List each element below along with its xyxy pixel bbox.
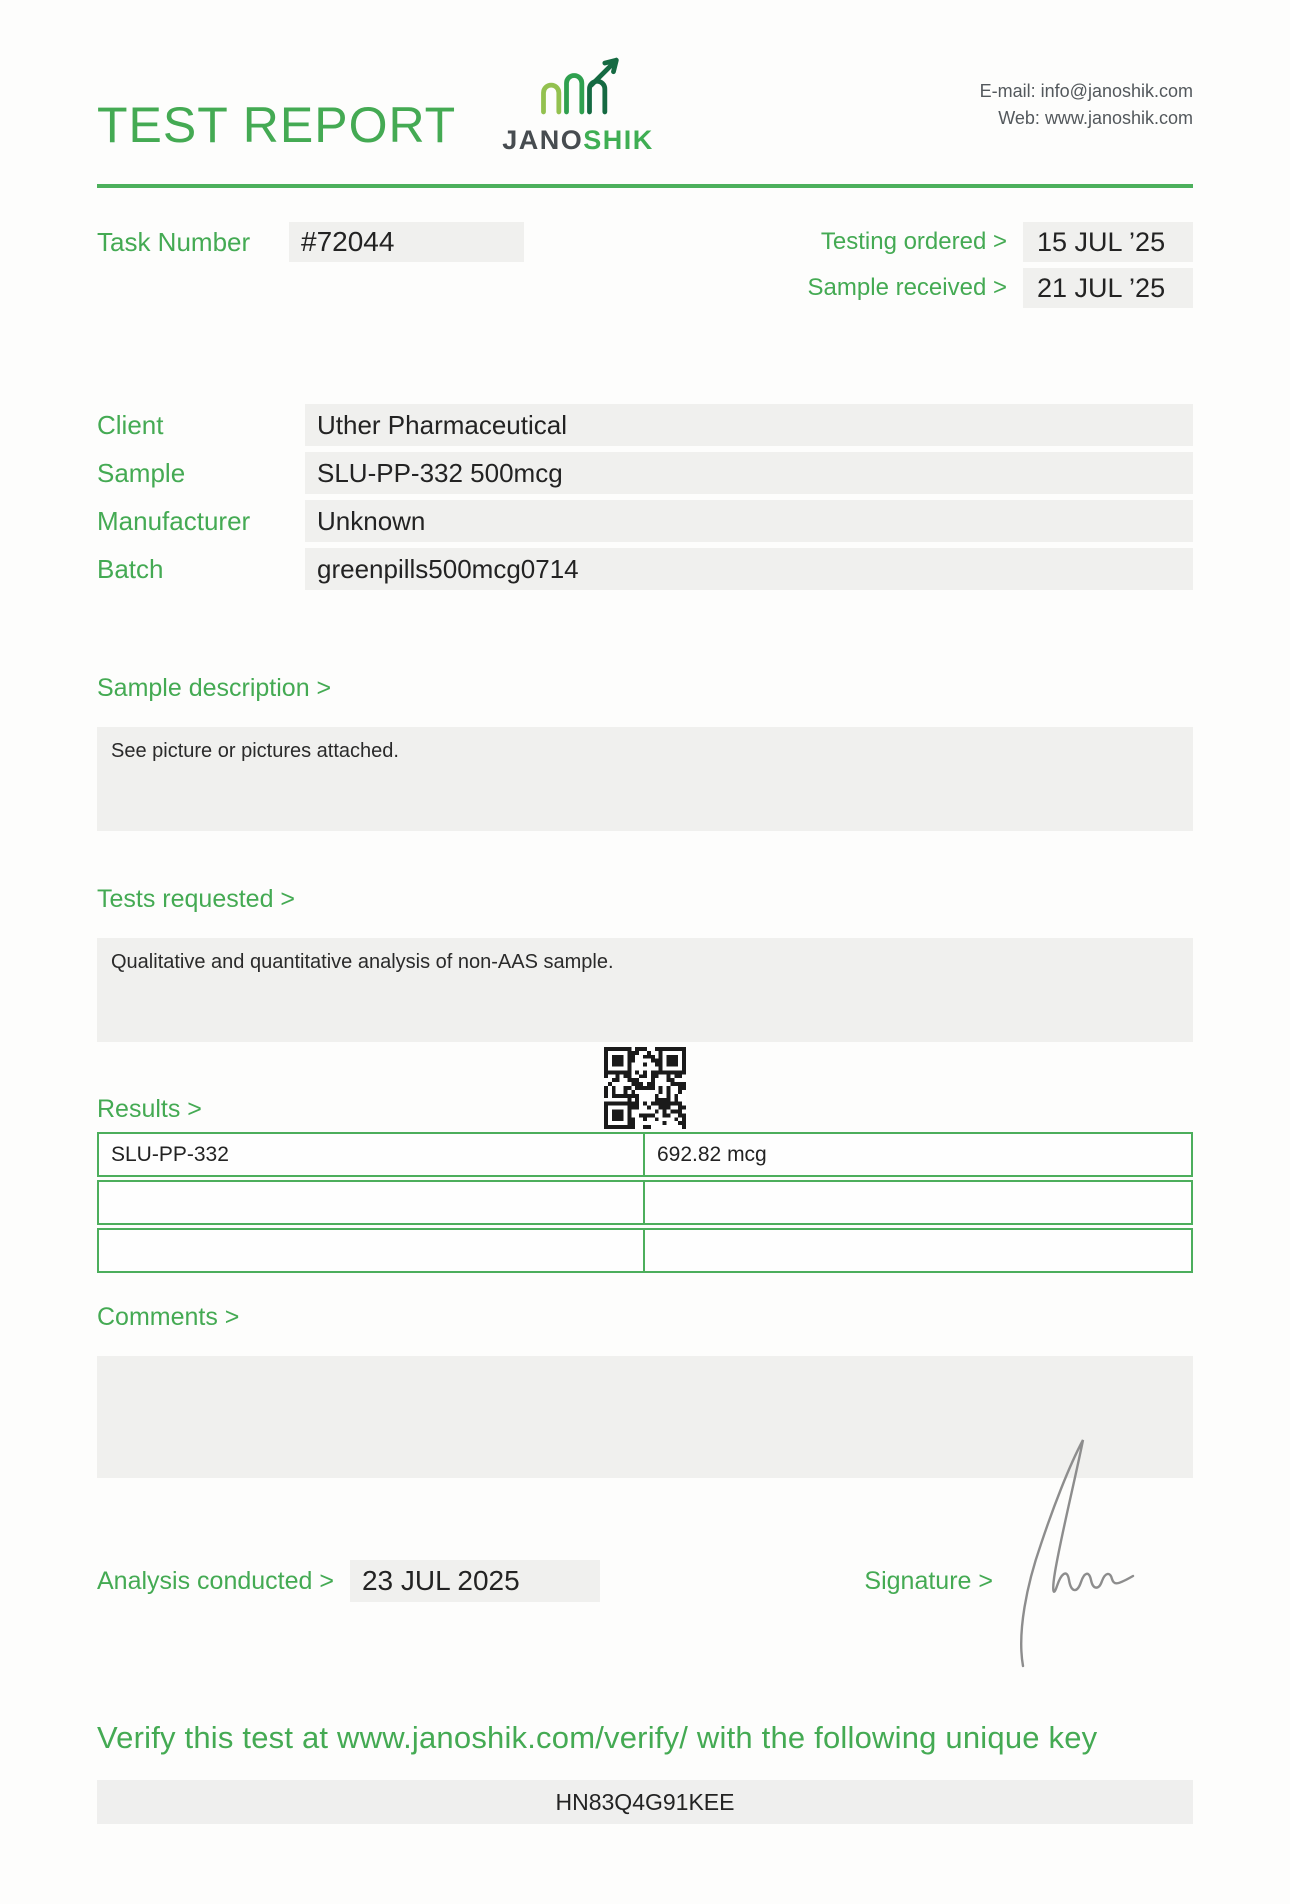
qr-code bbox=[604, 1047, 686, 1129]
sample-received-row bbox=[808, 268, 1193, 308]
result-value bbox=[645, 1230, 1191, 1271]
client-value: Uther Pharmaceutical bbox=[305, 404, 1193, 446]
info-row-manufacturer bbox=[97, 500, 1193, 542]
comments-title: Comments > bbox=[97, 1303, 240, 1331]
janoshik-chart-icon bbox=[532, 56, 624, 123]
sample-received-value: 21 JUL ’25 bbox=[1023, 268, 1193, 308]
info-row-client bbox=[97, 404, 1193, 446]
table-row bbox=[97, 1180, 1193, 1225]
dates-block bbox=[808, 222, 1193, 308]
meta-section bbox=[97, 222, 1193, 308]
contact-web: Web: www.janoshik.com bbox=[998, 108, 1193, 128]
task-number-row bbox=[97, 222, 524, 262]
task-number-label: Task Number bbox=[97, 226, 251, 257]
analysis-signature-row bbox=[97, 1560, 1193, 1602]
result-value: 692.82 mcg bbox=[657, 1142, 767, 1166]
sample-label: Sample bbox=[97, 457, 186, 488]
results-section-head bbox=[97, 1042, 1193, 1132]
result-analyte bbox=[99, 1182, 645, 1223]
wordmark-green: SHIK bbox=[583, 125, 654, 155]
verify-instruction: Verify this test at www.janoshik.com/verify/ with the following unique key bbox=[97, 1720, 1098, 1755]
batch-value: greenpills500mcg0714 bbox=[305, 548, 1193, 590]
contact-info bbox=[980, 78, 1193, 132]
janoshik-logo bbox=[502, 56, 654, 154]
wordmark-dark: JANO bbox=[502, 125, 584, 155]
sample-description-title: Sample description > bbox=[97, 674, 332, 702]
sample-info-section bbox=[97, 404, 1193, 590]
tests-requested-title: Tests requested > bbox=[97, 885, 296, 913]
sample-received-label: Sample received > bbox=[807, 274, 1007, 301]
result-analyte bbox=[99, 1230, 645, 1271]
analysis-conducted-value: 23 JUL 2025 bbox=[350, 1560, 600, 1602]
janoshik-wordmark bbox=[502, 127, 654, 154]
sample-description-text: See picture or pictures attached. bbox=[97, 727, 1193, 831]
table-row bbox=[97, 1132, 1193, 1177]
manufacturer-value: Unknown bbox=[305, 500, 1193, 542]
report-header bbox=[0, 0, 1290, 154]
signature-scribble-icon bbox=[995, 1432, 1135, 1672]
testing-ordered-row bbox=[808, 222, 1193, 262]
info-row-batch bbox=[97, 548, 1193, 590]
info-row-sample bbox=[97, 452, 1193, 494]
testing-ordered-value: 15 JUL ’25 bbox=[1023, 222, 1193, 262]
batch-label: Batch bbox=[97, 553, 164, 584]
signature-label: Signature > bbox=[864, 1566, 993, 1595]
page-title: TEST REPORT bbox=[97, 97, 457, 153]
testing-ordered-label: Testing ordered > bbox=[820, 228, 1007, 255]
sample-value: SLU-PP-332 500mcg bbox=[305, 452, 1193, 494]
table-row bbox=[97, 1228, 1193, 1273]
analysis-conducted-label: Analysis conducted > bbox=[97, 1566, 334, 1595]
result-value bbox=[645, 1182, 1191, 1223]
manufacturer-label: Manufacturer bbox=[97, 505, 251, 536]
contact-email: E-mail: info@janoshik.com bbox=[979, 81, 1193, 101]
tests-requested-text: Qualitative and quantitative analysis of non-AAS sample. bbox=[97, 938, 1193, 1042]
client-label: Client bbox=[97, 409, 164, 440]
header-divider bbox=[97, 184, 1193, 188]
sample-description-section bbox=[97, 674, 1193, 831]
verify-key: HN83Q4G91KEE bbox=[97, 1780, 1193, 1824]
result-analyte: SLU-PP-332 bbox=[99, 1134, 645, 1175]
tests-requested-section bbox=[97, 885, 1193, 1042]
results-table bbox=[97, 1132, 1193, 1273]
task-number-value: #72044 bbox=[289, 222, 524, 262]
results-title: Results > bbox=[97, 1095, 202, 1123]
